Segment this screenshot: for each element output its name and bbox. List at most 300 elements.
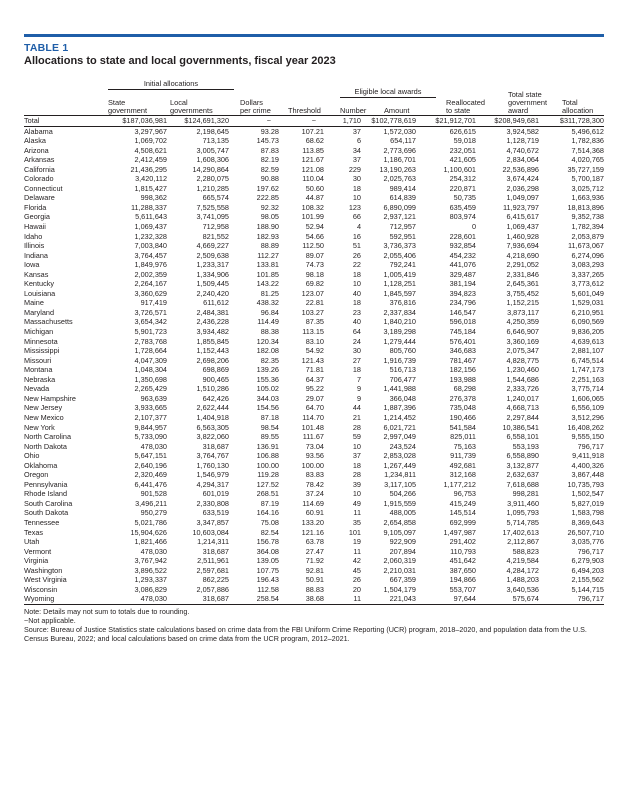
table-row	[24, 566, 604, 576]
cell: 601,019	[202, 489, 229, 499]
cell: 51	[352, 241, 361, 251]
cell: 3,337,265	[571, 269, 604, 279]
cell: 228,601	[449, 231, 476, 241]
cell: 346,683	[449, 346, 476, 356]
cell: 825,011	[450, 432, 476, 442]
cell: 1,460,928	[506, 231, 539, 241]
table-row	[24, 317, 604, 327]
table-row	[24, 451, 604, 461]
table-row	[24, 222, 604, 232]
cell: 9	[356, 393, 361, 403]
cell: 4,400,326	[571, 460, 604, 470]
cell: 2,036,298	[506, 183, 539, 193]
cell: 1,663,936	[571, 193, 604, 203]
cell: 2,511,961	[197, 556, 229, 566]
table-row	[24, 432, 604, 442]
cell: 37	[352, 451, 361, 461]
cell: 2,881,107	[571, 346, 604, 356]
cell: 1,214,452	[383, 412, 416, 422]
cell: 1,488,203	[506, 575, 539, 585]
cell: 10,603,084	[192, 527, 229, 537]
cell: 1,095,793	[506, 508, 539, 518]
cell: 7,003,840	[134, 241, 167, 251]
state-name-cell: Illinois	[24, 241, 45, 251]
cell: 4	[356, 222, 361, 232]
cell: 5,827,019	[571, 498, 604, 508]
cell: 6,745,514	[571, 355, 604, 365]
cell: ~	[279, 116, 324, 126]
table-row	[24, 193, 604, 203]
cell: 0	[471, 222, 476, 232]
cell: 17,402,613	[502, 527, 539, 537]
cell: 2,436,228	[196, 317, 229, 327]
cell: 2,330,808	[196, 498, 229, 508]
cell: 107.21	[301, 126, 324, 136]
table-row	[24, 165, 604, 175]
state-name-cell: California	[24, 164, 55, 174]
cell: 155.36	[256, 374, 279, 384]
cell: 39	[352, 479, 361, 489]
header-line: Total state	[508, 90, 542, 99]
cell: 1,510,286	[196, 384, 229, 394]
cell: 229	[348, 164, 361, 174]
cell: 516,713	[389, 365, 416, 375]
cell: 27.47	[305, 546, 324, 556]
cell: 2,484,381	[196, 307, 229, 317]
state-name-cell: Texas	[24, 527, 44, 537]
cell: 1,100,601	[443, 164, 476, 174]
cell: 66	[352, 212, 361, 222]
table-row	[24, 136, 604, 146]
cell: 2,654,858	[383, 517, 416, 527]
cell: 1,572,030	[383, 126, 416, 136]
cell: 10	[352, 489, 361, 499]
dollars-per-crime-header	[240, 99, 284, 115]
cell: 87.83	[260, 145, 279, 155]
cell: 3,640,536	[506, 584, 539, 594]
cell: 900,465	[202, 374, 229, 384]
cell: 11	[353, 546, 361, 556]
note-rounding: Note: Details may not sum to totals due to rounding.	[24, 606, 190, 616]
cell: 2,640,196	[134, 460, 167, 470]
cell: 2,333,726	[506, 384, 539, 394]
state-name-cell: Oregon	[24, 470, 49, 480]
cell: 121.43	[301, 355, 324, 365]
cell: 3,755,452	[506, 288, 539, 298]
cell: 73.04	[305, 441, 324, 451]
cell: 5,647,151	[134, 451, 167, 461]
cell: 553,707	[449, 584, 476, 594]
cell: 111.67	[302, 432, 324, 442]
cell: $124,691,320	[167, 116, 229, 126]
cell: 121.16	[301, 527, 324, 537]
cell: 329,487	[449, 269, 476, 279]
cell: 221,043	[389, 594, 416, 604]
cell: 103.27	[301, 307, 324, 317]
cell: 998,362	[140, 193, 167, 203]
cell: 194,866	[449, 575, 476, 585]
state-name-cell: Iowa	[24, 260, 40, 270]
cell: 796,717	[577, 441, 604, 451]
cell: 2,025,763	[383, 174, 416, 184]
state-name-cell: Nevada	[24, 384, 50, 394]
cell: 364.08	[256, 546, 279, 556]
header-line: government	[508, 98, 548, 107]
cell: 2,291,052	[506, 260, 539, 270]
header-line: allocation	[562, 106, 594, 115]
cell: 5,700,187	[571, 174, 604, 184]
cell: 9,836,205	[571, 327, 604, 337]
cell: 3,911,460	[507, 498, 539, 508]
cell: 421,605	[449, 155, 476, 165]
cell: 68.62	[305, 136, 324, 146]
table-row	[24, 489, 604, 499]
cell: 188.90	[256, 222, 279, 232]
cell: 4,218,690	[506, 250, 539, 260]
cell: 54.66	[305, 231, 324, 241]
cell: 1,887,396	[383, 403, 416, 413]
cell: 2,060,319	[383, 556, 416, 566]
cell: 1,915,559	[383, 498, 416, 508]
cell: 654,117	[390, 136, 416, 146]
cell: 1,782,394	[571, 222, 604, 232]
cell: 35,727,159	[567, 164, 604, 174]
state-government-header	[108, 99, 169, 115]
cell: 87.18	[260, 412, 279, 422]
cell: 89.07	[305, 250, 324, 260]
cell: 3,741,095	[196, 212, 229, 222]
cell: 83.10	[305, 336, 324, 346]
cell: 98.05	[260, 212, 279, 222]
cell: 190,466	[449, 412, 476, 422]
cell: 100.00	[301, 460, 324, 470]
cell: 114.70	[302, 412, 324, 422]
cell: 143.22	[256, 279, 279, 289]
cell: 106.88	[256, 451, 279, 461]
table-row	[24, 260, 604, 270]
cell: 22	[352, 260, 361, 270]
cell: 10	[352, 279, 361, 289]
cell: 3,933,665	[134, 403, 167, 413]
state-name-cell: Louisiana	[24, 288, 56, 298]
table-row	[24, 470, 604, 480]
state-name-cell: Virginia	[24, 556, 49, 566]
cell: 2,251,163	[571, 374, 604, 384]
cell: 692,999	[449, 517, 476, 527]
state-name-cell: Utah	[24, 537, 40, 547]
cell: 52.94	[305, 222, 324, 232]
cell: 2,112,867	[507, 537, 539, 547]
cell: 196.43	[256, 575, 279, 585]
cell: 1,502,547	[571, 489, 604, 499]
table-label: TABLE 1	[24, 42, 69, 54]
number-header: Number	[340, 106, 367, 115]
state-name-cell: Michigan	[24, 327, 54, 337]
cell: 1,230,460	[506, 365, 539, 375]
cell: 3,726,571	[134, 307, 167, 317]
cell: 2,002,359	[134, 269, 167, 279]
cell: 454,232	[449, 250, 476, 260]
cell: 4,250,359	[506, 317, 539, 327]
cell: 6,279,903	[571, 556, 604, 566]
cell: 1,546,979	[196, 470, 229, 480]
cell: 596,018	[449, 317, 476, 327]
cell: 6	[356, 136, 361, 146]
cell: 11	[353, 594, 361, 604]
cell: 2,783,768	[134, 336, 167, 346]
cell: 312,168	[449, 470, 476, 480]
cell: 2,155,562	[571, 575, 604, 585]
cell: 92.32	[260, 202, 279, 212]
cell: 633,519	[202, 508, 229, 518]
cell: 13,190,263	[379, 164, 416, 174]
cell: 234,796	[449, 298, 476, 308]
cell: 9,352,738	[571, 212, 604, 222]
state-name-cell: Ohio	[24, 451, 40, 461]
total-state-award-header	[508, 91, 558, 115]
cell: 1,441,988	[383, 384, 416, 394]
cell: 1,916,739	[383, 355, 416, 365]
cell: 123.07	[301, 288, 324, 298]
cell: 23	[352, 307, 361, 317]
table-row	[24, 365, 604, 375]
cell: 92.81	[305, 565, 324, 575]
cell: 4,284,172	[506, 565, 539, 575]
cell: 5,496,612	[571, 126, 604, 136]
cell: 3,924,582	[506, 126, 539, 136]
cell: 488,005	[389, 508, 416, 518]
cell: 2,053,879	[571, 231, 604, 241]
state-name-cell: Maryland	[24, 307, 55, 317]
cell: 28	[352, 422, 361, 432]
cell: 64.37	[305, 374, 324, 384]
cell: 127.52	[256, 479, 279, 489]
cell: 29.07	[305, 393, 324, 403]
cell: 22,536,896	[502, 164, 539, 174]
cell: 438.32	[256, 298, 279, 308]
table-row	[24, 537, 604, 547]
cell: 3,297,967	[134, 126, 167, 136]
eligible-local-awards-header: Eligible local awards	[340, 88, 436, 98]
cell: 42	[352, 556, 361, 566]
state-name-cell: New Mexico	[24, 412, 64, 422]
cell: 1,128,251	[383, 279, 416, 289]
table-row	[24, 251, 604, 261]
cell: 59,018	[453, 136, 476, 146]
cell: 3,775,714	[571, 384, 604, 394]
cell: 5,611,643	[135, 212, 167, 222]
state-name-cell: Arizona	[24, 145, 49, 155]
cell: 18	[352, 298, 361, 308]
state-name-cell: Florida	[24, 202, 47, 212]
cell: 366,048	[389, 393, 416, 403]
cell: 268.51	[256, 489, 279, 499]
cell: 1,240,017	[506, 393, 539, 403]
cell: 96.84	[260, 307, 279, 317]
cell: 1,840,210	[383, 317, 416, 327]
cell: 2,632,637	[506, 470, 539, 480]
cell: 998,281	[512, 489, 539, 499]
cell: 35	[352, 517, 361, 527]
cell: 18	[352, 269, 361, 279]
cell: 101.85	[256, 269, 279, 279]
table-title: Allocations to state and local governments, fiscal year 2023	[24, 55, 336, 67]
state-name-cell: Alaska	[24, 136, 46, 146]
cell: 6,274,096	[571, 250, 604, 260]
cell: 1,152,215	[506, 298, 539, 308]
cell: 5,144,715	[571, 584, 604, 594]
table-row	[24, 403, 604, 413]
cell: 6,415,617	[506, 212, 539, 222]
cell: 19	[352, 537, 361, 547]
table-row	[24, 413, 604, 423]
cell: 26	[352, 575, 361, 585]
cell: 4,639,613	[571, 336, 604, 346]
cell: 164.16	[256, 508, 279, 518]
bottom-rule	[24, 604, 604, 605]
cell: 112.58	[257, 584, 279, 594]
table-row	[24, 556, 604, 566]
cell: 2,937,121	[383, 212, 416, 222]
state-name-cell: New York	[24, 422, 55, 432]
cell: 93.56	[305, 451, 324, 461]
table-row	[24, 212, 604, 222]
cell: 387,650	[449, 565, 476, 575]
cell: 735,048	[449, 403, 476, 413]
state-name-cell: Maine	[24, 298, 44, 308]
cell: 1,267,449	[383, 460, 416, 470]
cell: 96,753	[453, 489, 476, 499]
notes	[24, 607, 604, 643]
cell: 3,025,712	[571, 183, 604, 193]
cell: 2,622,444	[196, 403, 229, 413]
cell: 2,198,645	[196, 126, 229, 136]
cell: 3,035,776	[571, 537, 604, 547]
cell: 9,555,150	[571, 432, 604, 442]
cell: 2,337,834	[383, 307, 416, 317]
cell: 75,163	[453, 441, 476, 451]
cell: 3,360,169	[506, 336, 539, 346]
cell: 90.88	[260, 174, 279, 184]
cell: 146,547	[449, 307, 476, 317]
cell: 69.82	[305, 279, 324, 289]
cell: 318,687	[202, 441, 229, 451]
state-name-cell: Minnesota	[24, 336, 58, 346]
cell: 1,069,702	[134, 136, 167, 146]
cell: 796,717	[577, 546, 604, 556]
cell: 1,005,419	[383, 269, 416, 279]
cell: 207,894	[389, 546, 416, 556]
cell: 5,733,090	[134, 432, 167, 442]
cell: 6,890,099	[383, 202, 416, 212]
cell: 101	[348, 527, 361, 537]
cell: 2,773,696	[383, 145, 416, 155]
cell: 862,225	[202, 575, 229, 585]
state-name-cell: Pennsylvania	[24, 479, 68, 489]
cell: 1,782,836	[571, 136, 604, 146]
state-name-cell: Wyoming	[24, 594, 55, 604]
cell: 1,233,317	[196, 260, 229, 270]
cell: 21,436,295	[130, 164, 167, 174]
cell: 74.73	[305, 260, 324, 270]
cell: 4,508,621	[134, 145, 167, 155]
cell: 3,873,117	[507, 307, 539, 317]
header-line: Local	[170, 98, 188, 107]
table-row	[24, 146, 604, 156]
cell: 2,997,049	[383, 432, 416, 442]
cell: 1,509,445	[196, 279, 229, 289]
cell: 588,823	[512, 546, 539, 556]
cell: 922,909	[389, 537, 416, 547]
cell: 232,051	[449, 145, 476, 155]
cell: 1,583,798	[571, 508, 604, 518]
table-row	[24, 423, 604, 433]
cell: 6,646,907	[506, 327, 539, 337]
cell: 394,823	[449, 288, 476, 298]
cell: 37	[352, 126, 361, 136]
cell: 575,674	[512, 594, 539, 604]
cell: 611,612	[203, 298, 229, 308]
cell: 88.38	[260, 327, 279, 337]
cell: 576,401	[449, 336, 476, 346]
table-row	[24, 298, 604, 308]
cell: 60.91	[305, 508, 324, 518]
cell: 950,279	[140, 508, 167, 518]
table-row	[24, 337, 604, 347]
table-row	[24, 547, 604, 557]
state-name-cell: New Jersey	[24, 403, 63, 413]
cell: 2,509,638	[196, 250, 229, 260]
cell: $102,778,619	[361, 116, 416, 126]
cell: 1,747,173	[571, 365, 604, 375]
cell: 101.99	[301, 212, 324, 222]
header-line: State	[108, 98, 126, 107]
table-row	[24, 203, 604, 213]
table-row	[24, 356, 604, 366]
cell: 1,855,845	[196, 336, 229, 346]
cell: 10,386,541	[502, 422, 539, 432]
cell: 3,764,457	[134, 250, 167, 260]
cell: 9,411,918	[572, 451, 604, 461]
cell: 665,574	[202, 193, 229, 203]
cell: 7,618,688	[506, 479, 539, 489]
cell: 133.81	[256, 260, 279, 270]
cell: 50.60	[305, 183, 324, 193]
cell: 37	[352, 155, 361, 165]
cell: 18	[352, 460, 361, 470]
cell: 88.83	[305, 584, 324, 594]
cell: 98.18	[305, 269, 324, 279]
cell: 553,193	[512, 441, 539, 451]
cell: 276,378	[449, 393, 476, 403]
state-name-cell: Arkansas	[24, 155, 55, 165]
note-not-applicable: ~Not applicable.	[24, 615, 76, 625]
table-row	[24, 508, 604, 518]
header-line: government	[108, 106, 148, 115]
cell: 1,293,337	[134, 575, 167, 585]
cell: 7,525,558	[196, 202, 229, 212]
cell: 3,512,296	[571, 412, 604, 422]
cell: 6,558,890	[506, 451, 539, 461]
cell: 3,086,829	[134, 584, 167, 594]
cell: 121.08	[301, 164, 324, 174]
header-line: Reallocated	[446, 98, 486, 107]
cell: 114.49	[257, 317, 279, 327]
header-line: governments	[170, 106, 213, 115]
header-line: to state	[446, 106, 471, 115]
cell: 93.28	[260, 126, 279, 136]
cell: 113.85	[302, 145, 324, 155]
